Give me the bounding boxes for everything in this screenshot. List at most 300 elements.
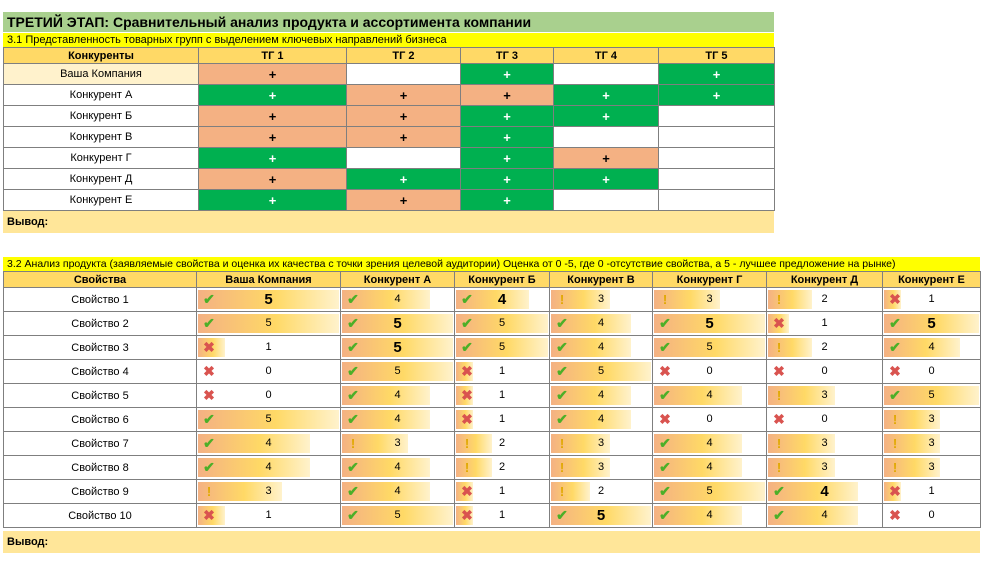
score-value: 5 bbox=[596, 507, 606, 524]
score-cell bbox=[197, 504, 341, 528]
competitor-name: Конкурент В bbox=[4, 127, 199, 148]
check-icon: ✔ bbox=[659, 483, 671, 499]
check-icon: ✔ bbox=[347, 411, 359, 427]
score-value: 4 bbox=[394, 293, 401, 305]
group-cell: + bbox=[347, 190, 461, 211]
header-company-3: Конкурент Б bbox=[455, 272, 550, 288]
check-icon: ✔ bbox=[347, 363, 359, 379]
check-icon: ✔ bbox=[203, 411, 215, 427]
group-cell: + bbox=[461, 148, 554, 169]
warn-icon: ! bbox=[776, 292, 782, 307]
warn-icon: ! bbox=[559, 436, 565, 451]
score-cell bbox=[341, 360, 455, 384]
cross-icon: ✖ bbox=[461, 363, 473, 379]
group-cell bbox=[554, 190, 659, 211]
cross-icon: ✖ bbox=[461, 387, 473, 403]
score-cell bbox=[653, 432, 767, 456]
group-cell: + bbox=[347, 127, 461, 148]
score-cell bbox=[883, 384, 981, 408]
page-title: ТРЕТИЙ ЭТАП: Сравнительный анализ продукта и ассортимента компании bbox=[3, 12, 774, 32]
competitor-name: Конкурент Г bbox=[4, 148, 199, 169]
check-icon: ✔ bbox=[461, 315, 473, 331]
score-value: 3 bbox=[821, 461, 828, 473]
table-row bbox=[4, 169, 775, 190]
group-cell: + bbox=[659, 64, 775, 85]
group-cell: + bbox=[554, 148, 659, 169]
table-row bbox=[4, 408, 981, 432]
group-cell bbox=[659, 106, 775, 127]
check-icon: ✔ bbox=[889, 315, 901, 331]
group-cell: + bbox=[461, 106, 554, 127]
check-icon: ✔ bbox=[659, 339, 671, 355]
header-tg-5: ТГ 5 bbox=[659, 48, 775, 64]
check-icon: ✔ bbox=[347, 315, 359, 331]
score-value: 2 bbox=[498, 437, 506, 449]
property-name: Свойство 10 bbox=[4, 504, 197, 528]
check-icon: ✔ bbox=[347, 507, 359, 523]
table-row bbox=[4, 127, 775, 148]
header-tg-3: ТГ 3 bbox=[461, 48, 554, 64]
score-cell bbox=[341, 408, 455, 432]
check-icon: ✔ bbox=[773, 483, 785, 499]
score-value: 4 bbox=[497, 291, 507, 308]
score-cell bbox=[767, 384, 883, 408]
table-row bbox=[4, 360, 981, 384]
cross-icon: ✖ bbox=[203, 363, 215, 379]
score-value: 4 bbox=[706, 389, 713, 401]
score-value: 1 bbox=[928, 485, 935, 497]
check-icon: ✔ bbox=[659, 459, 671, 475]
warn-icon: ! bbox=[776, 460, 782, 475]
score-value: 0 bbox=[265, 365, 272, 377]
section-1-conclusion: Вывод: bbox=[3, 211, 774, 233]
warn-icon: ! bbox=[776, 388, 782, 403]
group-cell: + bbox=[199, 190, 347, 211]
score-value: 1 bbox=[498, 413, 506, 425]
score-cell bbox=[767, 408, 883, 432]
cross-icon: ✖ bbox=[659, 411, 671, 427]
table-row bbox=[4, 336, 981, 360]
score-value: 2 bbox=[498, 461, 506, 473]
group-cell: + bbox=[461, 190, 554, 211]
check-icon: ✔ bbox=[889, 339, 901, 355]
score-value: 3 bbox=[821, 389, 828, 401]
table-row bbox=[4, 190, 775, 211]
score-value: 1 bbox=[265, 509, 272, 521]
group-cell: + bbox=[554, 106, 659, 127]
header-competitors: Конкуренты bbox=[4, 48, 199, 64]
check-icon: ✔ bbox=[773, 507, 785, 523]
score-cell bbox=[653, 336, 767, 360]
header-properties: Свойства bbox=[4, 272, 197, 288]
score-value: 4 bbox=[820, 483, 829, 500]
score-cell bbox=[455, 336, 550, 360]
check-icon: ✔ bbox=[347, 339, 359, 355]
check-icon: ✔ bbox=[659, 435, 671, 451]
score-value: 5 bbox=[498, 317, 506, 329]
group-cell bbox=[347, 148, 461, 169]
header-company-6: Конкурент Д bbox=[767, 272, 883, 288]
header-company-7: Конкурент Е bbox=[883, 272, 981, 288]
score-value: 4 bbox=[265, 461, 272, 473]
property-name: Свойство 5 bbox=[4, 384, 197, 408]
score-cell bbox=[883, 456, 981, 480]
score-cell bbox=[455, 456, 550, 480]
check-icon: ✔ bbox=[659, 315, 671, 331]
competitor-name: Конкурент Е bbox=[4, 190, 199, 211]
score-value: 4 bbox=[265, 437, 272, 449]
warn-icon: ! bbox=[559, 460, 565, 475]
score-cell bbox=[455, 432, 550, 456]
score-value: 4 bbox=[394, 485, 401, 497]
score-value: 3 bbox=[928, 461, 935, 473]
group-cell: + bbox=[199, 85, 347, 106]
score-value: 3 bbox=[706, 293, 713, 305]
score-cell bbox=[653, 456, 767, 480]
score-value: 0 bbox=[928, 365, 935, 377]
score-cell bbox=[653, 312, 767, 336]
warn-icon: ! bbox=[559, 292, 565, 307]
score-cell bbox=[883, 336, 981, 360]
score-cell bbox=[197, 480, 341, 504]
score-cell bbox=[550, 456, 653, 480]
group-cell: + bbox=[461, 127, 554, 148]
property-name: Свойство 7 bbox=[4, 432, 197, 456]
check-icon: ✔ bbox=[556, 339, 568, 355]
score-cell bbox=[767, 288, 883, 312]
warn-icon: ! bbox=[464, 460, 470, 475]
competitor-name: Ваша Компания bbox=[4, 64, 199, 85]
competitor-name: Конкурент Б bbox=[4, 106, 199, 127]
score-cell bbox=[653, 408, 767, 432]
score-cell bbox=[550, 360, 653, 384]
score-value: 0 bbox=[821, 365, 828, 377]
warn-icon: ! bbox=[776, 340, 782, 355]
header-company-4: Конкурент В bbox=[550, 272, 653, 288]
score-cell bbox=[883, 312, 981, 336]
score-value: 5 bbox=[265, 317, 272, 329]
group-cell bbox=[347, 64, 461, 85]
score-value: 5 bbox=[928, 389, 935, 401]
score-cell bbox=[455, 480, 550, 504]
cross-icon: ✖ bbox=[889, 363, 901, 379]
score-cell bbox=[767, 360, 883, 384]
group-cell bbox=[554, 64, 659, 85]
score-cell bbox=[883, 288, 981, 312]
cross-icon: ✖ bbox=[773, 315, 785, 331]
check-icon: ✔ bbox=[347, 387, 359, 403]
score-value: 0 bbox=[706, 365, 713, 377]
cross-icon: ✖ bbox=[889, 483, 901, 499]
group-cell bbox=[554, 127, 659, 148]
table-row bbox=[4, 384, 981, 408]
score-cell bbox=[455, 504, 550, 528]
score-value: 3 bbox=[928, 413, 935, 425]
table-row bbox=[4, 312, 981, 336]
group-cell bbox=[659, 190, 775, 211]
score-cell bbox=[550, 288, 653, 312]
score-value: 5 bbox=[706, 485, 713, 497]
score-value: 4 bbox=[597, 317, 605, 329]
group-cell: + bbox=[199, 106, 347, 127]
score-value: 0 bbox=[706, 413, 713, 425]
score-cell bbox=[455, 360, 550, 384]
score-cell bbox=[550, 312, 653, 336]
cross-icon: ✖ bbox=[773, 363, 785, 379]
score-value: 5 bbox=[706, 341, 713, 353]
product-groups-table bbox=[3, 47, 775, 211]
cross-icon: ✖ bbox=[203, 507, 215, 523]
group-cell bbox=[659, 148, 775, 169]
score-cell bbox=[550, 336, 653, 360]
property-name: Свойство 8 bbox=[4, 456, 197, 480]
group-cell: + bbox=[554, 85, 659, 106]
group-cell: + bbox=[461, 85, 554, 106]
check-icon: ✔ bbox=[889, 387, 901, 403]
warn-icon: ! bbox=[464, 436, 470, 451]
section-2-heading: 3.2 Анализ продукта (заявляемые свойства и оценка их качества с точки зрения целевой аудитории) Оценка от 0 -5, где 0 -отсутствие свойства, а 5 - лучшее предложение на рынке) bbox=[3, 257, 980, 271]
group-cell bbox=[659, 127, 775, 148]
score-value: 3 bbox=[821, 437, 828, 449]
cross-icon: ✖ bbox=[461, 411, 473, 427]
group-cell: + bbox=[347, 106, 461, 127]
score-value: 3 bbox=[597, 293, 605, 305]
score-cell bbox=[767, 336, 883, 360]
property-name: Свойство 9 bbox=[4, 480, 197, 504]
table-row bbox=[4, 456, 981, 480]
score-value: 4 bbox=[706, 509, 713, 521]
score-value: 5 bbox=[597, 365, 605, 377]
score-value: 2 bbox=[597, 485, 605, 497]
cross-icon: ✖ bbox=[889, 507, 901, 523]
check-icon: ✔ bbox=[203, 459, 215, 475]
warn-icon: ! bbox=[892, 436, 898, 451]
score-cell bbox=[197, 360, 341, 384]
score-cell bbox=[883, 504, 981, 528]
score-cell bbox=[550, 504, 653, 528]
table-row bbox=[4, 85, 775, 106]
score-cell bbox=[197, 288, 341, 312]
score-value: 1 bbox=[498, 365, 506, 377]
score-value: 5 bbox=[393, 315, 402, 332]
score-value: 4 bbox=[394, 413, 401, 425]
check-icon: ✔ bbox=[203, 435, 215, 451]
warn-icon: ! bbox=[892, 412, 898, 427]
property-name: Свойство 3 bbox=[4, 336, 197, 360]
check-icon: ✔ bbox=[203, 315, 215, 331]
score-cell bbox=[653, 504, 767, 528]
score-value: 2 bbox=[821, 293, 828, 305]
score-value: 1 bbox=[498, 509, 506, 521]
table-row bbox=[4, 148, 775, 169]
cross-icon: ✖ bbox=[889, 291, 901, 307]
check-icon: ✔ bbox=[461, 291, 473, 307]
header-company-1: Ваша Компания bbox=[197, 272, 341, 288]
cross-icon: ✖ bbox=[461, 483, 473, 499]
score-cell bbox=[341, 480, 455, 504]
table-row bbox=[4, 106, 775, 127]
check-icon: ✔ bbox=[347, 459, 359, 475]
score-cell bbox=[455, 312, 550, 336]
cross-icon: ✖ bbox=[203, 387, 215, 403]
score-cell bbox=[883, 408, 981, 432]
section-1-heading: 3.1 Представленность товарных групп с выделением ключевых направлений бизнеса bbox=[3, 33, 774, 47]
header-tg-2: ТГ 2 bbox=[347, 48, 461, 64]
check-icon: ✔ bbox=[659, 507, 671, 523]
score-value: 1 bbox=[821, 317, 828, 329]
group-cell: + bbox=[461, 169, 554, 190]
score-cell bbox=[883, 360, 981, 384]
score-value: 1 bbox=[928, 293, 935, 305]
score-cell bbox=[341, 432, 455, 456]
score-cell bbox=[197, 408, 341, 432]
group-cell: + bbox=[199, 169, 347, 190]
score-cell bbox=[197, 312, 341, 336]
check-icon: ✔ bbox=[347, 291, 359, 307]
score-cell bbox=[653, 288, 767, 312]
score-cell bbox=[197, 336, 341, 360]
property-name: Свойство 1 bbox=[4, 288, 197, 312]
score-value: 5 bbox=[394, 509, 401, 521]
property-name: Свойство 2 bbox=[4, 312, 197, 336]
score-cell bbox=[455, 288, 550, 312]
header-tg-1: ТГ 1 bbox=[199, 48, 347, 64]
score-cell bbox=[341, 504, 455, 528]
score-cell bbox=[197, 384, 341, 408]
score-value: 3 bbox=[597, 437, 605, 449]
score-value: 1 bbox=[265, 341, 272, 353]
warn-icon: ! bbox=[206, 484, 212, 499]
score-value: 1 bbox=[498, 485, 506, 497]
warn-icon: ! bbox=[350, 436, 356, 451]
check-icon: ✔ bbox=[556, 411, 568, 427]
score-cell bbox=[341, 336, 455, 360]
score-value: 5 bbox=[265, 413, 272, 425]
score-value: 4 bbox=[706, 461, 713, 473]
score-value: 0 bbox=[928, 509, 935, 521]
group-cell: + bbox=[199, 127, 347, 148]
score-value: 0 bbox=[821, 413, 828, 425]
score-value: 3 bbox=[597, 461, 605, 473]
score-value: 1 bbox=[498, 389, 506, 401]
score-value: 4 bbox=[928, 341, 935, 353]
group-cell bbox=[659, 169, 775, 190]
check-icon: ✔ bbox=[556, 387, 568, 403]
competitor-name: Конкурент Д bbox=[4, 169, 199, 190]
score-cell bbox=[883, 432, 981, 456]
score-cell bbox=[550, 384, 653, 408]
score-cell bbox=[341, 456, 455, 480]
score-cell bbox=[550, 480, 653, 504]
score-value: 0 bbox=[265, 389, 272, 401]
score-cell bbox=[455, 384, 550, 408]
group-cell: + bbox=[554, 169, 659, 190]
header-tg-4: ТГ 4 bbox=[554, 48, 659, 64]
check-icon: ✔ bbox=[556, 507, 568, 523]
score-cell bbox=[341, 312, 455, 336]
check-icon: ✔ bbox=[659, 387, 671, 403]
score-value: 4 bbox=[597, 389, 605, 401]
check-icon: ✔ bbox=[203, 291, 215, 307]
score-cell bbox=[767, 480, 883, 504]
warn-icon: ! bbox=[892, 460, 898, 475]
score-cell bbox=[197, 432, 341, 456]
score-cell bbox=[653, 384, 767, 408]
score-cell bbox=[653, 480, 767, 504]
score-value: 2 bbox=[821, 341, 828, 353]
check-icon: ✔ bbox=[556, 363, 568, 379]
score-value: 4 bbox=[394, 461, 401, 473]
warn-icon: ! bbox=[776, 436, 782, 451]
score-value: 3 bbox=[265, 485, 272, 497]
score-value: 4 bbox=[597, 341, 605, 353]
score-cell bbox=[341, 288, 455, 312]
table-row bbox=[4, 64, 775, 85]
group-cell: + bbox=[347, 85, 461, 106]
property-name: Свойство 6 bbox=[4, 408, 197, 432]
cross-icon: ✖ bbox=[773, 411, 785, 427]
group-cell: + bbox=[659, 85, 775, 106]
score-value: 4 bbox=[706, 437, 713, 449]
score-value: 5 bbox=[264, 291, 273, 308]
group-cell: + bbox=[347, 169, 461, 190]
product-analysis-table bbox=[3, 271, 981, 528]
header-company-2: Конкурент А bbox=[341, 272, 455, 288]
check-icon: ✔ bbox=[556, 315, 568, 331]
cross-icon: ✖ bbox=[461, 507, 473, 523]
table-row bbox=[4, 432, 981, 456]
cross-icon: ✖ bbox=[203, 339, 215, 355]
property-name: Свойство 4 bbox=[4, 360, 197, 384]
score-cell bbox=[653, 360, 767, 384]
score-value: 4 bbox=[821, 509, 828, 521]
score-cell bbox=[455, 408, 550, 432]
check-icon: ✔ bbox=[461, 339, 473, 355]
check-icon: ✔ bbox=[347, 483, 359, 499]
table-row bbox=[4, 504, 981, 528]
score-value: 5 bbox=[927, 315, 936, 332]
score-cell bbox=[767, 504, 883, 528]
group-cell: + bbox=[199, 64, 347, 85]
score-cell bbox=[550, 408, 653, 432]
score-cell bbox=[767, 312, 883, 336]
score-value: 5 bbox=[705, 315, 714, 332]
warn-icon: ! bbox=[662, 292, 668, 307]
section-2-conclusion: Вывод: bbox=[3, 531, 980, 553]
score-value: 3 bbox=[394, 437, 401, 449]
competitor-name: Конкурент А bbox=[4, 85, 199, 106]
header-company-5: Конкурент Г bbox=[653, 272, 767, 288]
score-cell bbox=[550, 432, 653, 456]
group-cell: + bbox=[461, 64, 554, 85]
score-value: 3 bbox=[928, 437, 935, 449]
score-value: 5 bbox=[394, 365, 401, 377]
table-row bbox=[4, 288, 981, 312]
warn-icon: ! bbox=[559, 484, 565, 499]
group-cell: + bbox=[199, 148, 347, 169]
score-value: 5 bbox=[498, 341, 506, 353]
score-cell bbox=[197, 456, 341, 480]
score-cell bbox=[341, 384, 455, 408]
score-value: 5 bbox=[393, 339, 402, 356]
score-cell bbox=[767, 456, 883, 480]
cross-icon: ✖ bbox=[659, 363, 671, 379]
score-cell bbox=[883, 480, 981, 504]
table-row bbox=[4, 480, 981, 504]
score-cell bbox=[767, 432, 883, 456]
score-value: 4 bbox=[597, 413, 605, 425]
score-value: 4 bbox=[394, 389, 401, 401]
